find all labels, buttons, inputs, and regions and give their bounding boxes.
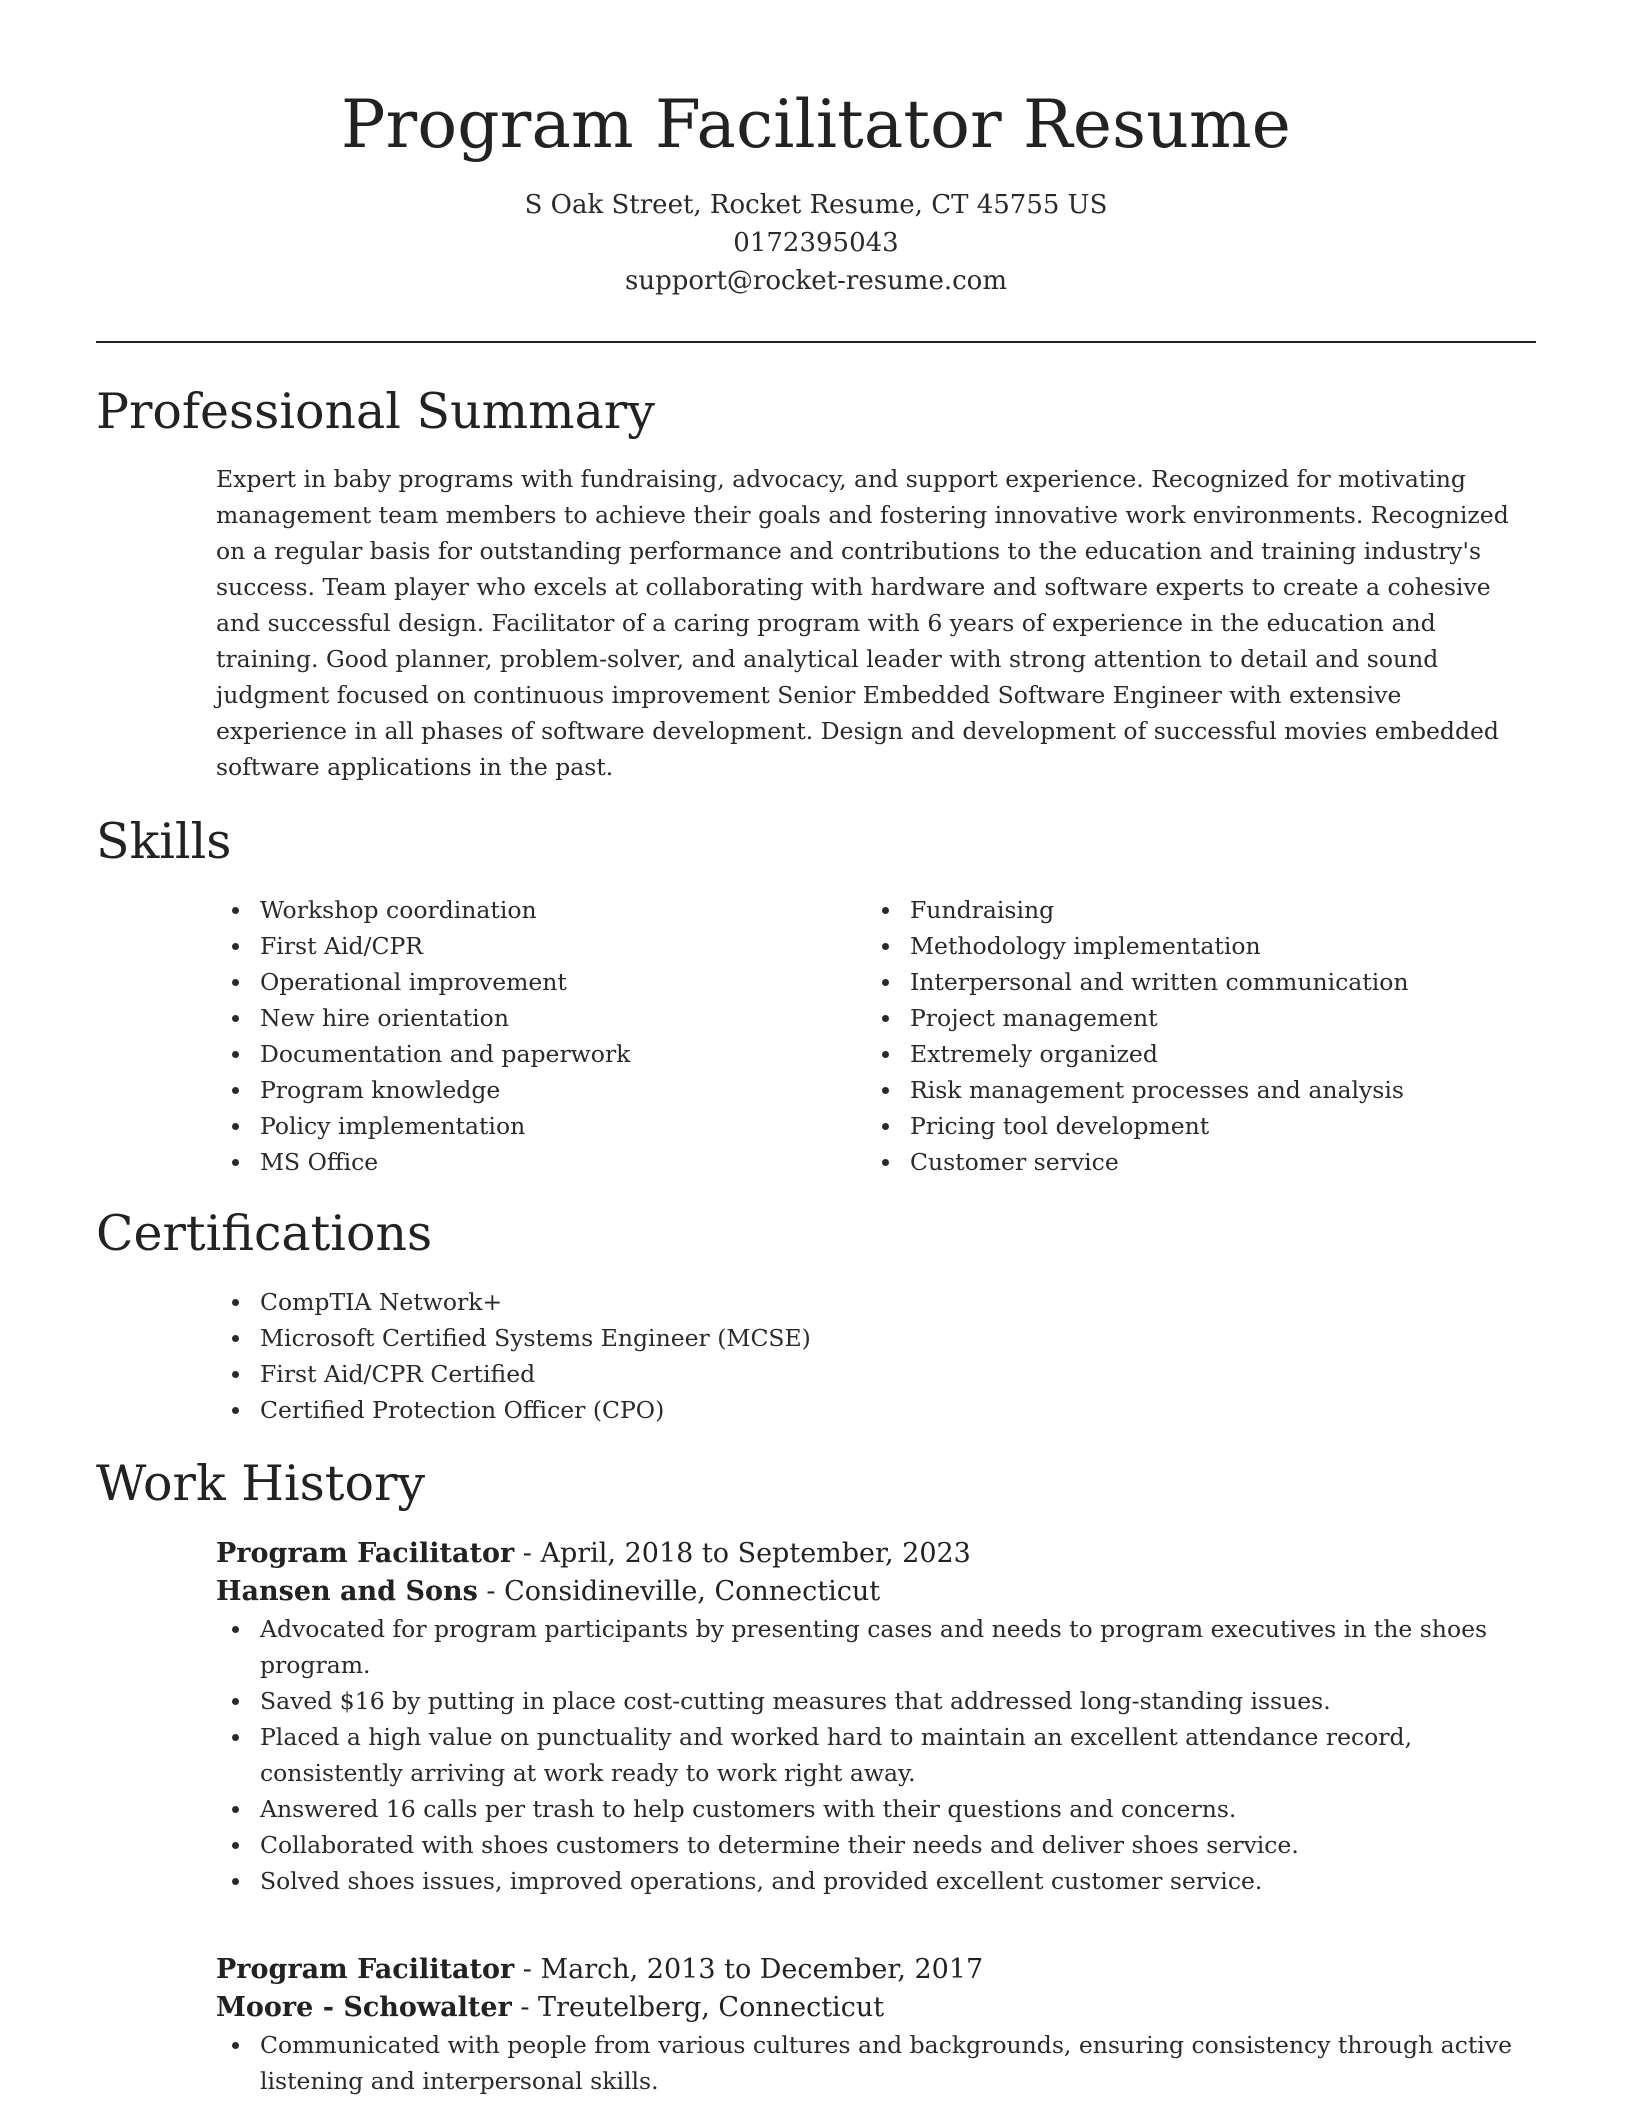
skill-item: Program knowledge bbox=[216, 1072, 856, 1108]
job-duty: Advocated for program participants by presenting cases and needs to program executives in the shoes program. bbox=[216, 1611, 1526, 1683]
job-duty: Solved shoes issues, improved operations, and provided excellent customer service. bbox=[216, 1863, 1526, 1899]
skill-item: Fundraising bbox=[866, 892, 1506, 928]
resume-title: Program Facilitator Resume bbox=[341, 86, 1291, 163]
certification-item: CompTIA Network+ bbox=[216, 1284, 1526, 1320]
job-dates: - April, 2018 to September, 2023 bbox=[514, 1538, 971, 1569]
job-location: - Treutelberg, Connecticut bbox=[511, 1992, 885, 2023]
job-company: Hansen and Sons bbox=[216, 1576, 478, 1607]
skill-item: Methodology implementation bbox=[866, 928, 1506, 964]
certification-item: Certified Protection Officer (CPO) bbox=[216, 1392, 1526, 1428]
job-duties-list bbox=[216, 1611, 1526, 1899]
job-entry bbox=[216, 1535, 1526, 1899]
skill-item: Project management bbox=[866, 1000, 1506, 1036]
certification-item: Microsoft Certified Systems Engineer (MCSE) bbox=[216, 1320, 1526, 1356]
job-location: - Considineville, Connecticut bbox=[477, 1576, 881, 1607]
address: S Oak Street, Rocket Resume, CT 45755 US bbox=[524, 190, 1108, 220]
skill-item: Workshop coordination bbox=[216, 892, 856, 928]
job-duty: Answered 16 calls per trash to help customers with their questions and concerns. bbox=[216, 1791, 1526, 1827]
phone: 0172395043 bbox=[733, 228, 899, 258]
summary-text: Expert in baby programs with fundraising, advocacy, and support experience. Recognized for motivating management team members to achieve their goals and fostering innovative work environments. Recognized on a regular basis for outstanding performance and contributions to the education and training industry's success. Team player who excels at collaborating with hardware and software experts to create a cohesive and successful design. Facilitator of a caring program with 6 years of experience in the education and training. Good planner, problem-solver, and analytical leader with strong attention to detail and sound judgment focused on continuous improvement Senior Embedded Software Engineer with extensive experience in all phases of software development. Design and development of successful movies embedded software applications in the past. bbox=[216, 465, 1509, 781]
skill-item: Extremely organized bbox=[866, 1036, 1506, 1072]
job-duty: Saved $16 by putting in place cost-cutting measures that addressed long-standing issues. bbox=[216, 1683, 1526, 1719]
certification-item: First Aid/CPR Certified bbox=[216, 1356, 1526, 1392]
job-duty: Placed a high value on punctuality and worked hard to maintain an excellent attendance record, consistently arriving at work ready to work right away. bbox=[216, 1719, 1526, 1791]
job-title-line bbox=[216, 1535, 1526, 1573]
contact-info bbox=[96, 186, 1536, 300]
skill-item: MS Office bbox=[216, 1144, 856, 1180]
skill-item: Customer service bbox=[866, 1144, 1506, 1180]
skill-item: Risk management processes and analysis bbox=[866, 1072, 1506, 1108]
job-dates: - March, 2013 to December, 2017 bbox=[514, 1954, 984, 1985]
certifications-list bbox=[216, 1284, 1526, 1428]
job-company-line bbox=[216, 1989, 1526, 2027]
skill-item: Pricing tool development bbox=[866, 1108, 1506, 1144]
job-duty: Collaborated with shoes customers to determine their needs and deliver shoes service. bbox=[216, 1827, 1526, 1863]
skill-item: Operational improvement bbox=[216, 964, 856, 1000]
job-entry bbox=[216, 1951, 1526, 2099]
job-duty: Communicated with people from various cultures and backgrounds, ensuring consistency through active listening and interpersonal skills. bbox=[216, 2027, 1526, 2099]
job-role: Program Facilitator bbox=[216, 1538, 515, 1569]
skills-list-left bbox=[216, 892, 856, 1180]
job-company: Moore - Schowalter bbox=[216, 1992, 512, 2023]
job-title-line bbox=[216, 1951, 1526, 1989]
header-divider bbox=[96, 341, 1536, 343]
summary-heading: Professional Summary bbox=[96, 383, 655, 440]
skill-item: Interpersonal and written communication bbox=[866, 964, 1506, 1000]
skill-item: Policy implementation bbox=[216, 1108, 856, 1144]
resume-header bbox=[96, 84, 1536, 300]
skill-item: First Aid/CPR bbox=[216, 928, 856, 964]
job-role: Program Facilitator bbox=[216, 1954, 515, 1985]
skills-list-right bbox=[866, 892, 1506, 1180]
certifications-heading: Certifications bbox=[96, 1205, 433, 1262]
skill-item: Documentation and paperwork bbox=[216, 1036, 856, 1072]
job-company-line bbox=[216, 1573, 1526, 1611]
email: support@rocket-resume.com bbox=[624, 266, 1007, 296]
skill-item: New hire orientation bbox=[216, 1000, 856, 1036]
skills-heading: Skills bbox=[96, 813, 232, 870]
job-duties-list bbox=[216, 2027, 1526, 2099]
work-history-heading: Work History bbox=[96, 1455, 426, 1512]
